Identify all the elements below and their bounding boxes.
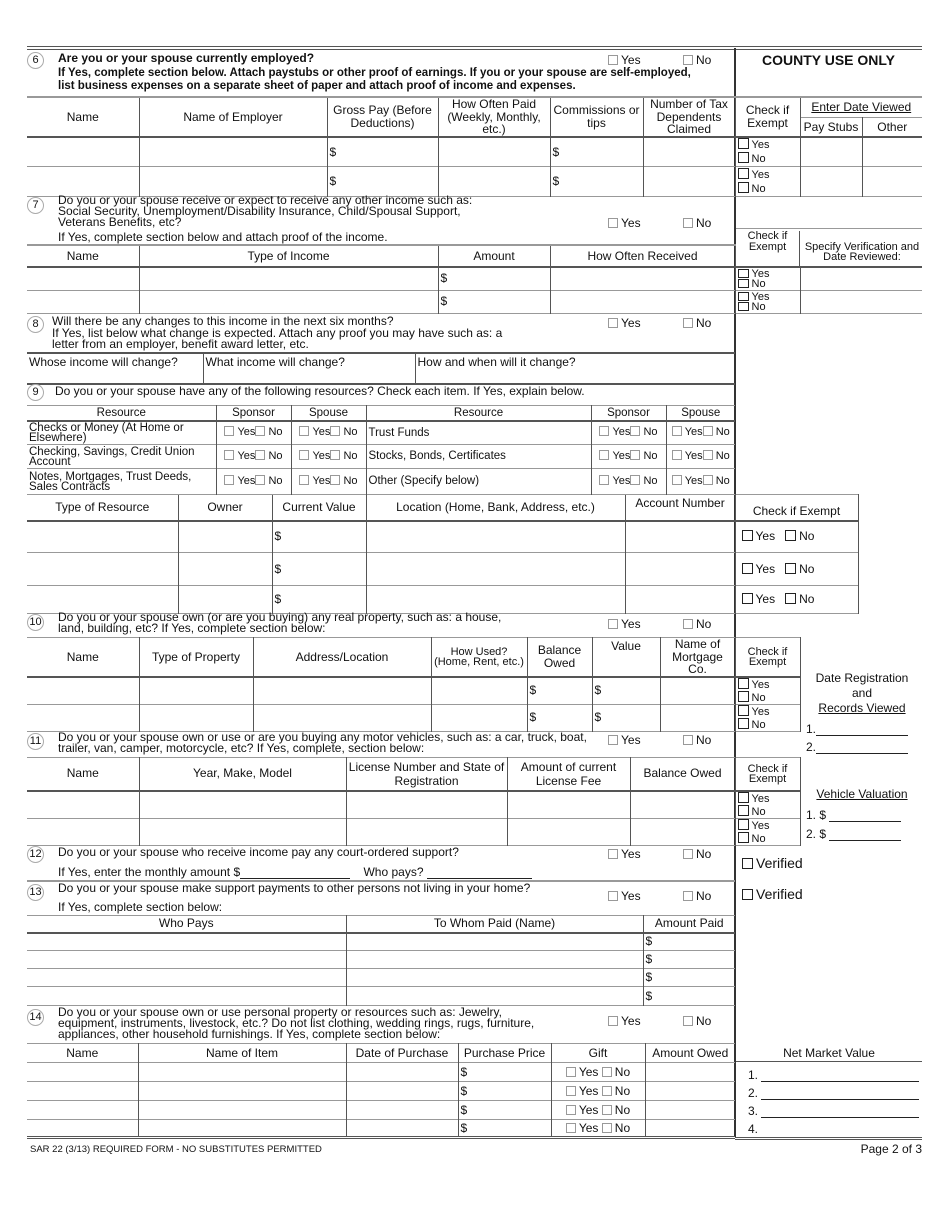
exempt-no-checkbox[interactable]: No: [785, 592, 814, 606]
q14-no-checkbox[interactable]: No: [683, 1014, 711, 1028]
exempt-yes-checkbox[interactable]: Yes: [738, 138, 798, 152]
spouse-yes-no[interactable]: Yes No: [666, 469, 735, 495]
col-header: Commissions or tips: [550, 97, 643, 137]
county-col-header: Check if Exempt: [735, 638, 800, 677]
q10-no-checkbox[interactable]: No: [683, 617, 711, 631]
q6-question: Are you or your spouse currently employed?: [58, 51, 315, 65]
q10-question: Do you or your spouse own (or are you buying) any real property, such as: a house, land, building, etc? If Yes, complete section below:: [58, 610, 502, 635]
col-header: Location (Home, Bank, Address, etc.): [366, 495, 625, 521]
q13-instructions: If Yes, complete section below:: [58, 900, 223, 914]
col-header: Type of Income: [139, 245, 438, 267]
col-header: Sponsor: [216, 406, 291, 421]
exempt-no-checkbox[interactable]: No: [785, 529, 814, 543]
q11-question: Do you or your spouse own or use or are you buying any motor vehicles, such as: a car, truck, boat, trailer, van, camper, motorcycle, etc? If Yes, complete, section below:: [58, 730, 587, 755]
exempt-no-checkbox[interactable]: No: [785, 562, 814, 576]
q10-yes-checkbox[interactable]: Yes: [608, 617, 641, 631]
exempt-yes-checkbox[interactable]: Yes: [738, 678, 798, 691]
q10-yes-no: [608, 617, 728, 631]
vehicle-valuation-label: Vehicle Valuation: [816, 787, 908, 801]
sponsor-yes-no[interactable]: Yes No: [591, 421, 666, 445]
col-header: Resource: [27, 406, 216, 421]
col-header: Name: [27, 97, 139, 137]
q11-vehicle-table: [27, 757, 801, 846]
q6-instructions: If Yes, complete section below. Attach paystubs or other proof of earnings. If you or your spouse are self-employed, list business expenses on a separate sheet of paper and attach proof of income and expenses.: [58, 67, 691, 92]
col-header: How Used? (Home, Rent, etc.): [431, 638, 527, 677]
q8-instructions: If Yes, list below what change is expected. Attach any proof you may have such as: a letter from an employer, benefit award letter, etc.: [52, 326, 503, 351]
table-row: $ $ Yes No: [27, 137, 922, 167]
col-header: Who Pays: [27, 916, 346, 933]
exempt-yes-checkbox[interactable]: Yes: [742, 592, 776, 606]
table-row: $ Yes No: [27, 1063, 735, 1082]
spouse-yes-no[interactable]: Yes No: [291, 469, 366, 495]
spouse-yes-no[interactable]: Yes No: [666, 445, 735, 469]
q13-yes-checkbox[interactable]: Yes: [608, 889, 641, 903]
exempt-no-checkbox[interactable]: No: [738, 302, 798, 312]
col-header: Account Number: [625, 495, 735, 521]
exempt-no-checkbox[interactable]: No: [738, 182, 798, 196]
q13-question: Do you or your spouse make support payments to other persons not living in your home?: [58, 881, 531, 895]
q9-resource-detail-table: [27, 494, 859, 614]
q12-question: Do you or your spouse who receive income pay any court-ordered support?: [58, 845, 459, 859]
table-row: $: [27, 933, 735, 951]
table-row: $ Yes No: [27, 290, 922, 313]
q10-property-table: [27, 637, 801, 732]
table-row: [27, 791, 800, 819]
table-row: $ $ Yes No: [27, 704, 800, 731]
q11-no-checkbox[interactable]: No: [683, 733, 711, 747]
question-number: 9: [27, 384, 44, 401]
col-header: To Whom Paid (Name): [346, 916, 643, 933]
col-header: Amount of current License Fee: [507, 758, 630, 791]
exempt-yes-checkbox[interactable]: Yes: [742, 562, 776, 576]
col-header: Name of Item: [138, 1044, 346, 1063]
exempt-no-checkbox[interactable]: No: [738, 152, 798, 166]
gift-yes-no[interactable]: Yes No: [551, 1101, 645, 1120]
col-header: Name: [27, 1044, 138, 1063]
exempt-yes-checkbox[interactable]: Yes: [738, 792, 798, 805]
q6-employment-table: [27, 96, 922, 197]
table-row: $ $ Yes No: [27, 677, 800, 705]
sponsor-yes-no[interactable]: Yes No: [216, 421, 291, 445]
q8-no-checkbox[interactable]: No: [683, 316, 711, 330]
exempt-yes-checkbox[interactable]: Yes: [742, 529, 776, 543]
exempt-yes-checkbox[interactable]: Yes: [738, 705, 798, 718]
net-market-value-header: Net Market Value: [736, 1046, 922, 1062]
monthly-amount-input[interactable]: [240, 867, 350, 879]
table-row: $ Yes No: [27, 553, 858, 586]
q7-yes-checkbox[interactable]: Yes: [608, 216, 641, 230]
q6-no-checkbox[interactable]: No: [683, 53, 711, 67]
question-number: 13: [27, 884, 44, 901]
question-number: 12: [27, 846, 44, 863]
exempt-no-checkbox[interactable]: No: [738, 691, 798, 704]
col-header: Name of Employer: [139, 97, 327, 137]
col-header: Amount Owed: [652, 1045, 729, 1060]
question-number: 6: [27, 52, 44, 69]
col-header: Spouse: [681, 406, 721, 419]
col-header: Type of Property: [139, 638, 253, 677]
exempt-yes-checkbox[interactable]: Yes: [738, 819, 798, 832]
q12-no-checkbox[interactable]: No: [683, 847, 711, 861]
q7-yes-no: [608, 216, 728, 230]
q14-property-table: [27, 1043, 735, 1139]
whose-income-field[interactable]: Whose income will change?: [27, 353, 203, 384]
q13-verified-checkbox[interactable]: Verified: [742, 886, 803, 902]
q13-no-checkbox[interactable]: No: [683, 889, 711, 903]
q8-yes-checkbox[interactable]: Yes: [608, 316, 641, 330]
table-row: $: [27, 987, 735, 1006]
q9-resources-table: [27, 405, 735, 495]
sponsor-yes-no[interactable]: Yes No: [591, 469, 666, 495]
how-when-field[interactable]: How and when will it change?: [417, 355, 576, 369]
exempt-no-checkbox[interactable]: No: [738, 832, 798, 845]
registration-line-2[interactable]: 2.: [806, 740, 908, 754]
sponsor-yes-no[interactable]: Yes No: [216, 469, 291, 495]
gift-yes-no[interactable]: Yes No: [551, 1082, 645, 1101]
county-col-header: Enter Date Viewed: [811, 100, 912, 115]
question-number: 7: [27, 197, 44, 214]
col-header: Gift: [551, 1044, 645, 1063]
county-col-header: Check if Exempt: [735, 97, 800, 137]
col-header: Date of Purchase: [346, 1044, 458, 1063]
col-header: How Often Paid (Weekly, Monthly, etc.): [438, 97, 550, 137]
exempt-yes-checkbox[interactable]: Yes: [738, 292, 798, 302]
col-header: Gross Pay (Before Deductions): [327, 97, 438, 137]
table-row: $ Yes No: [27, 586, 858, 614]
col-header: Type of Resource: [27, 495, 178, 521]
question-number: 14: [27, 1009, 44, 1026]
q6-yes-checkbox[interactable]: Yes: [608, 53, 641, 67]
col-header: Name of Mortgage Co.: [660, 638, 735, 677]
net-market-value-line-2[interactable]: 2.: [748, 1086, 919, 1100]
table-row: $: [27, 951, 735, 969]
table-row: Notes, Mortgages, Trust Deeds, Sales Contracts Yes No Yes No Other (Specify below) Yes No Yes No: [27, 469, 735, 495]
col-header: Sponsor: [591, 406, 666, 421]
gift-yes-no[interactable]: Yes No: [551, 1063, 645, 1082]
col-header: Purchase Price: [458, 1044, 551, 1063]
col-header: Resource: [366, 406, 591, 421]
q8-question: Will there be any changes to this income in the next six months?: [52, 314, 394, 328]
form-id: SAR 22 (3/13) REQUIRED FORM - NO SUBSTITUTES PERMITTED: [30, 1144, 322, 1155]
q12-verified-checkbox[interactable]: Verified: [742, 855, 803, 871]
exempt-yes-checkbox[interactable]: Yes: [738, 168, 798, 182]
q11-yes-checkbox[interactable]: Yes: [608, 733, 641, 747]
table-row: $ Yes No: [27, 1101, 735, 1120]
table-row: $ Yes No: [27, 1120, 735, 1138]
net-market-value-line-3[interactable]: 3.: [748, 1104, 919, 1118]
who-pays-input[interactable]: [427, 867, 532, 879]
col-header: License Number and State of Registration: [346, 758, 507, 791]
q11-yes-no: [608, 733, 728, 747]
exempt-no-checkbox[interactable]: No: [738, 718, 798, 731]
q9-question: Do you or your spouse have any of the following resources? Check each item. If Yes, explain below.: [55, 384, 585, 398]
col-header: Name: [27, 758, 139, 791]
table-row: $ Yes No: [27, 521, 858, 553]
sponsor-yes-no[interactable]: Yes No: [591, 445, 666, 469]
q7-no-checkbox[interactable]: No: [683, 216, 711, 230]
vehicle-valuation-line-2[interactable]: 2. $: [806, 827, 901, 841]
net-market-value-line-4[interactable]: 4.: [748, 1122, 759, 1136]
net-market-value-line-1[interactable]: 1.: [748, 1068, 919, 1082]
table-row: Checks or Money (At Home or Elsewhere) Yes No Yes No Trust Funds Yes No Yes No: [27, 421, 735, 445]
col-header: Value: [592, 638, 660, 677]
what-income-field[interactable]: What income will change?: [203, 353, 415, 384]
question-number: 11: [27, 733, 44, 750]
county-col-header: Check if Exempt: [735, 758, 800, 791]
exempt-yes-checkbox[interactable]: Yes: [738, 269, 798, 279]
spouse-yes-no[interactable]: Yes No: [291, 445, 366, 469]
vehicle-valuation-line-1[interactable]: 1. $: [806, 808, 901, 822]
spouse-yes-no[interactable]: Yes No: [666, 421, 735, 445]
exempt-no-checkbox[interactable]: No: [738, 279, 798, 289]
col-header: Amount: [438, 245, 550, 267]
table-row: Checking, Savings, Credit Union Account Yes No Yes No Stocks, Bonds, Certificates Yes No Yes No: [27, 445, 735, 469]
col-header: Spouse: [291, 406, 366, 421]
col-header: Owner: [178, 495, 272, 521]
col-header: How Often Received: [550, 245, 735, 267]
question-number: 8: [27, 316, 44, 333]
q13-yes-no: [608, 889, 728, 903]
q13-support-table: [27, 915, 735, 1006]
q14-yes-checkbox[interactable]: Yes: [608, 1014, 641, 1028]
bottom-border: [735, 1137, 922, 1140]
col-header: Balance Owed: [527, 638, 592, 677]
col-header: Name: [27, 245, 139, 267]
county-col-header: Pay Stubs: [800, 117, 862, 136]
q8-yes-no: [608, 316, 728, 330]
table-row: $ $ Yes No: [27, 167, 922, 197]
q12-amount-line: If Yes, enter the monthly amount $ Who pays?: [58, 866, 532, 879]
gift-yes-no[interactable]: Yes No: [551, 1120, 645, 1138]
q14-yes-no: [608, 1014, 728, 1028]
col-header: Address/Location: [253, 638, 431, 677]
county-col-header: Check if Exempt: [735, 495, 858, 521]
col-header: Amount Paid: [654, 916, 724, 931]
county-use-only-title: COUNTY USE ONLY: [761, 52, 896, 68]
col-header: Number of Tax Dependents Claimed: [643, 97, 735, 137]
county-col-header: Other: [877, 119, 908, 134]
q12-yes-no: [608, 847, 728, 861]
q6-yes-no: [608, 53, 728, 67]
q12-yes-checkbox[interactable]: Yes: [608, 847, 641, 861]
page-number: Page 2 of 3: [860, 1142, 922, 1156]
col-header: Year, Make, Model: [139, 758, 346, 791]
table-row: $ Yes No: [27, 267, 922, 290]
top-border: [27, 46, 922, 50]
sponsor-yes-no[interactable]: Yes No: [216, 445, 291, 469]
registration-line-1[interactable]: 1.: [806, 722, 908, 736]
q7-question: Do you or your spouse receive or expect to receive any other income such as: Social Security, Unemployment/Disability Insurance, Child/Spousal Support, Veterans Benefits, etc?: [58, 193, 473, 229]
col-header: Current Value: [272, 495, 366, 521]
q8-change-fields: [27, 352, 735, 385]
table-row: [27, 819, 800, 846]
spouse-yes-no[interactable]: Yes No: [291, 421, 366, 445]
col-header: Name: [27, 638, 139, 677]
q14-question: Do you or your spouse own or use personal property or resources such as: Jewelry, equipment, instruments, livestock, etc.? Do not list clothing, wedding rings, rugs, furniture, appliances, other household furnishings. If Yes, complete section below:: [58, 1005, 535, 1041]
q7-county-header: Check if Exempt Specify Verification and Date Reviewed:: [736, 228, 922, 268]
q7-instructions: If Yes, complete section below and attach proof of the income.: [58, 230, 388, 244]
col-header: Balance Owed: [630, 758, 735, 791]
exempt-no-checkbox[interactable]: No: [738, 805, 798, 818]
date-registration-label: Date Registration and Records Viewed: [815, 671, 909, 715]
table-row: $ Yes No: [27, 1082, 735, 1101]
table-row: $: [27, 969, 735, 987]
question-number: 10: [27, 614, 44, 631]
